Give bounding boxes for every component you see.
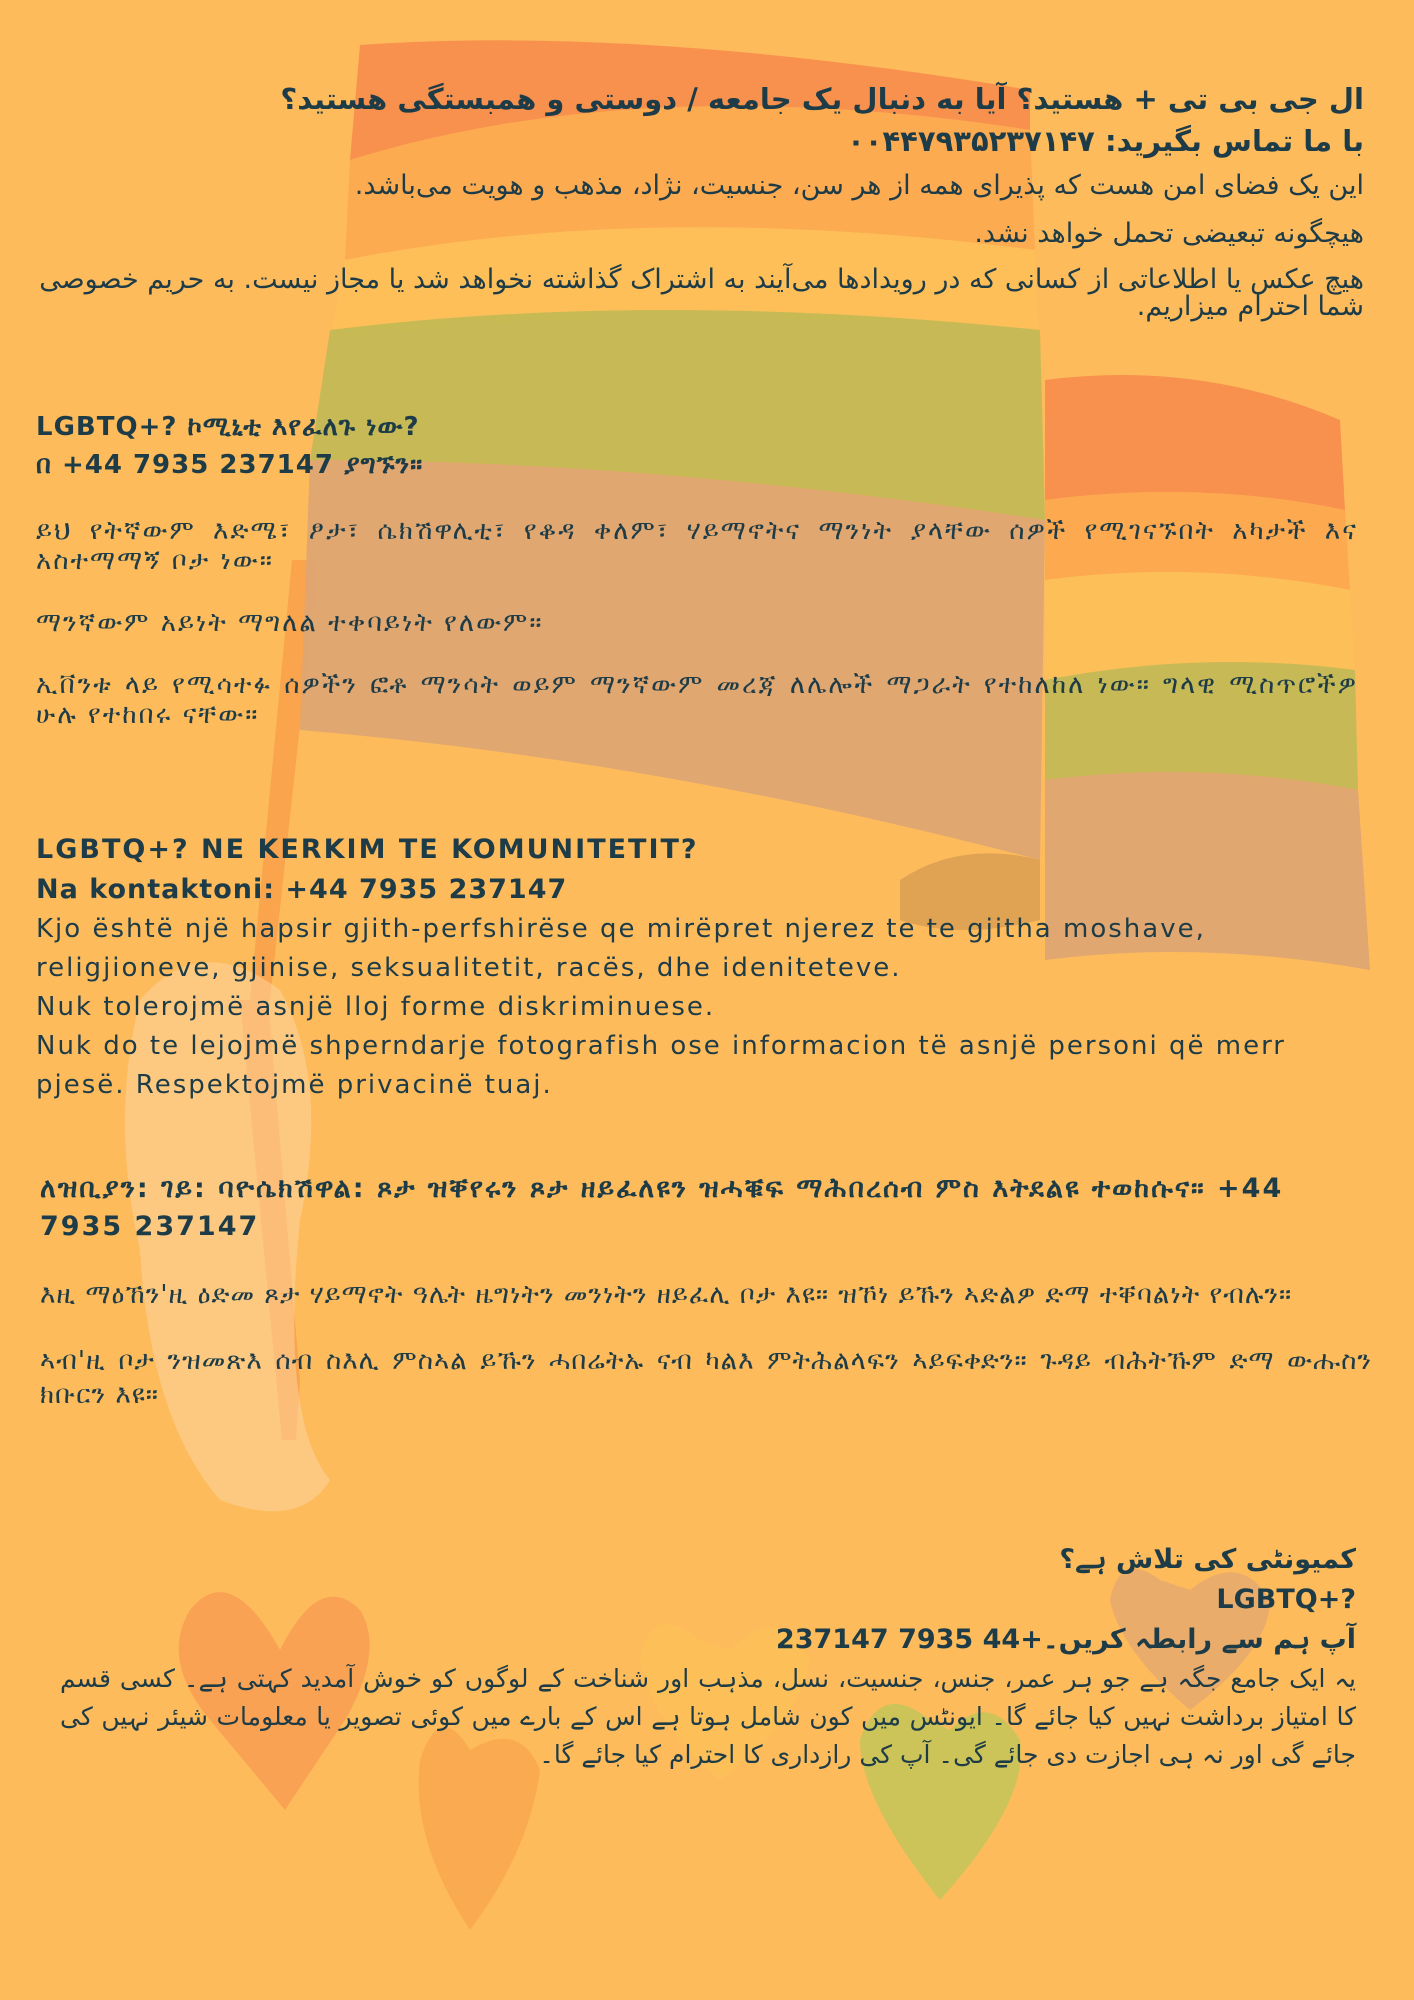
- persian-discrimination-text: هیچگونه تبعیضی تحمل خواهد نشد.: [974, 218, 1364, 249]
- persian-welcome-text: این یک فضای امن هست که پذیرای همه از هر سن، جنسیت، نژاد، مذهب و هویت می‌باشد.: [354, 170, 1364, 201]
- persian-heading: ال جی بی تی + هستید؟ آیا به دنبال یک جامعه / دوستی و همبستگی هستید؟: [280, 82, 1364, 116]
- amharic-contact: በ +44 7935 237147 ያግኙን።: [36, 450, 424, 480]
- amharic-heading: LGBTQ+? ኮሚኒቲ እየፈለጉ ነው?: [36, 412, 420, 442]
- albanian-welcome-text: Kjo është një hapsir gjith-perfshirëse qe mirëpret njerez te te gjitha moshave, religjioneve, gjinise, seksualitetit, racës, dhe ideniteteve.: [36, 914, 1206, 983]
- tigrinya-welcome-text: እዚ ማዕኸን'ዚ ዕድመ ጾታ ሃይማኖት ዓሌት ዜግነትን መንነትን ዘይፈሊ ቦታ እዩ። ዝኾነ ይኹን ኣድልዎ ድማ ተቐባልነት የብሉን።: [40, 1280, 1293, 1310]
- albanian-heading: LGBTQ+? NE KERKIM TE KOMUNITETIT?: [36, 834, 699, 865]
- persian-section: [36, 78, 1364, 320]
- amharic-privacy-text: ኢቨንቱ ላይ የሚሳተፉ ሰዎችን ፎቶ ማንሳት ወይም ማንኛውም መረጃ ለሌሎች ማጋራት የተከለከለ ነው። ግላዊ ሚስጥሮችዎ ሁሉ የተከበሩ ናቸው።: [36, 670, 1358, 730]
- urdu-section: [60, 1540, 1356, 1774]
- amharic-section: [36, 408, 1358, 730]
- urdu-contact: آپ ہم سے رابطہ کریں۔+44 7935 237147: [775, 1624, 1356, 1655]
- tigrinya-heading: ለዝቢያን: ገይ: ባዮሴክሽዋል: ጾታ ዝቐየሩን ጾታ ዘይፈለዩን ዝሓቑፍ ማሕበረሰብ ምስ እትደልዩ ተወከሱና። +44 7935 237147: [40, 1173, 1284, 1242]
- albanian-contact: Na kontaktoni: +44 7935 237147: [36, 874, 568, 905]
- amharic-discrimination-text: ማንኛውም አይነት ማግለል ተቀባይነት የለውም።: [36, 608, 544, 638]
- albanian-discrimination-text: Nuk tolerojmë asnjë lloj forme diskriminuese.: [36, 992, 716, 1022]
- albanian-section: [36, 830, 1358, 1105]
- tigrinya-privacy-text: ኣብ'ዚ ቦታ ንዝመጽእ ሰብ ስእሊ ምስኣል ይኹን ሓበሬትኡ ናብ ካልእ ምትሕልላፍን ኣይፍቀድን። ጉዳይ ብሕትኹም ድማ ውሑስን ክቡርን እዩ።: [40, 1346, 1372, 1410]
- urdu-heading: کمیونٹی کی تلاش ہے؟: [1059, 1544, 1356, 1575]
- persian-contact: با ما تماس بگیرید: ۰۰۴۴۷۹۳۵۲۳۷۱۴۷: [847, 124, 1364, 158]
- albanian-privacy-text: Nuk do te lejojmë shperndarje fotografish ose informacion të asnjë personi që merr pjesë. Respektojmë privacinë tuaj.: [36, 1031, 1286, 1100]
- urdu-lgbtq-label: LGBTQ+?: [1216, 1584, 1356, 1615]
- persian-privacy-text: هیچ عکس یا اطلاعاتی از کسانی که در رویدادها می‌آیند به اشتراک گذاشته نخواهد شد یا مجاز نیست. به حریم خصوصی شما احترام میزاریم.: [39, 264, 1364, 322]
- amharic-welcome-text: ይህ የትኛውም እድሜ፣ ፆታ፣ ሴክሽዋሊቲ፣ የቆዳ ቀለም፣ ሃይማኖትና ማንነት ያላቸው ሰዎች የሚገናኙበት አካታች እና አስተማማኝ ቦታ ነው።: [36, 516, 1358, 576]
- tigrinya-section: [40, 1170, 1372, 1412]
- urdu-body-text: یہ ایک جامع جگہ ہے جو ہر عمر، جنس، جنسیت، نسل، مذہب اور شناخت کے لوگوں کو خوش آمدید کہتی ہے۔ کسی قسم کا امتیاز برداشت نہیں کیا جائے گا۔ ایونٹس میں کون شامل ہوتا ہے اس کے بارے میں کوئی تصویر یا معلومات شیئر نہیں کی جائے گی اور نہ ہی اجازت دی جائے گی۔ آپ کی رازداری کا احترام کیا جائے گا۔: [60, 1664, 1356, 1769]
